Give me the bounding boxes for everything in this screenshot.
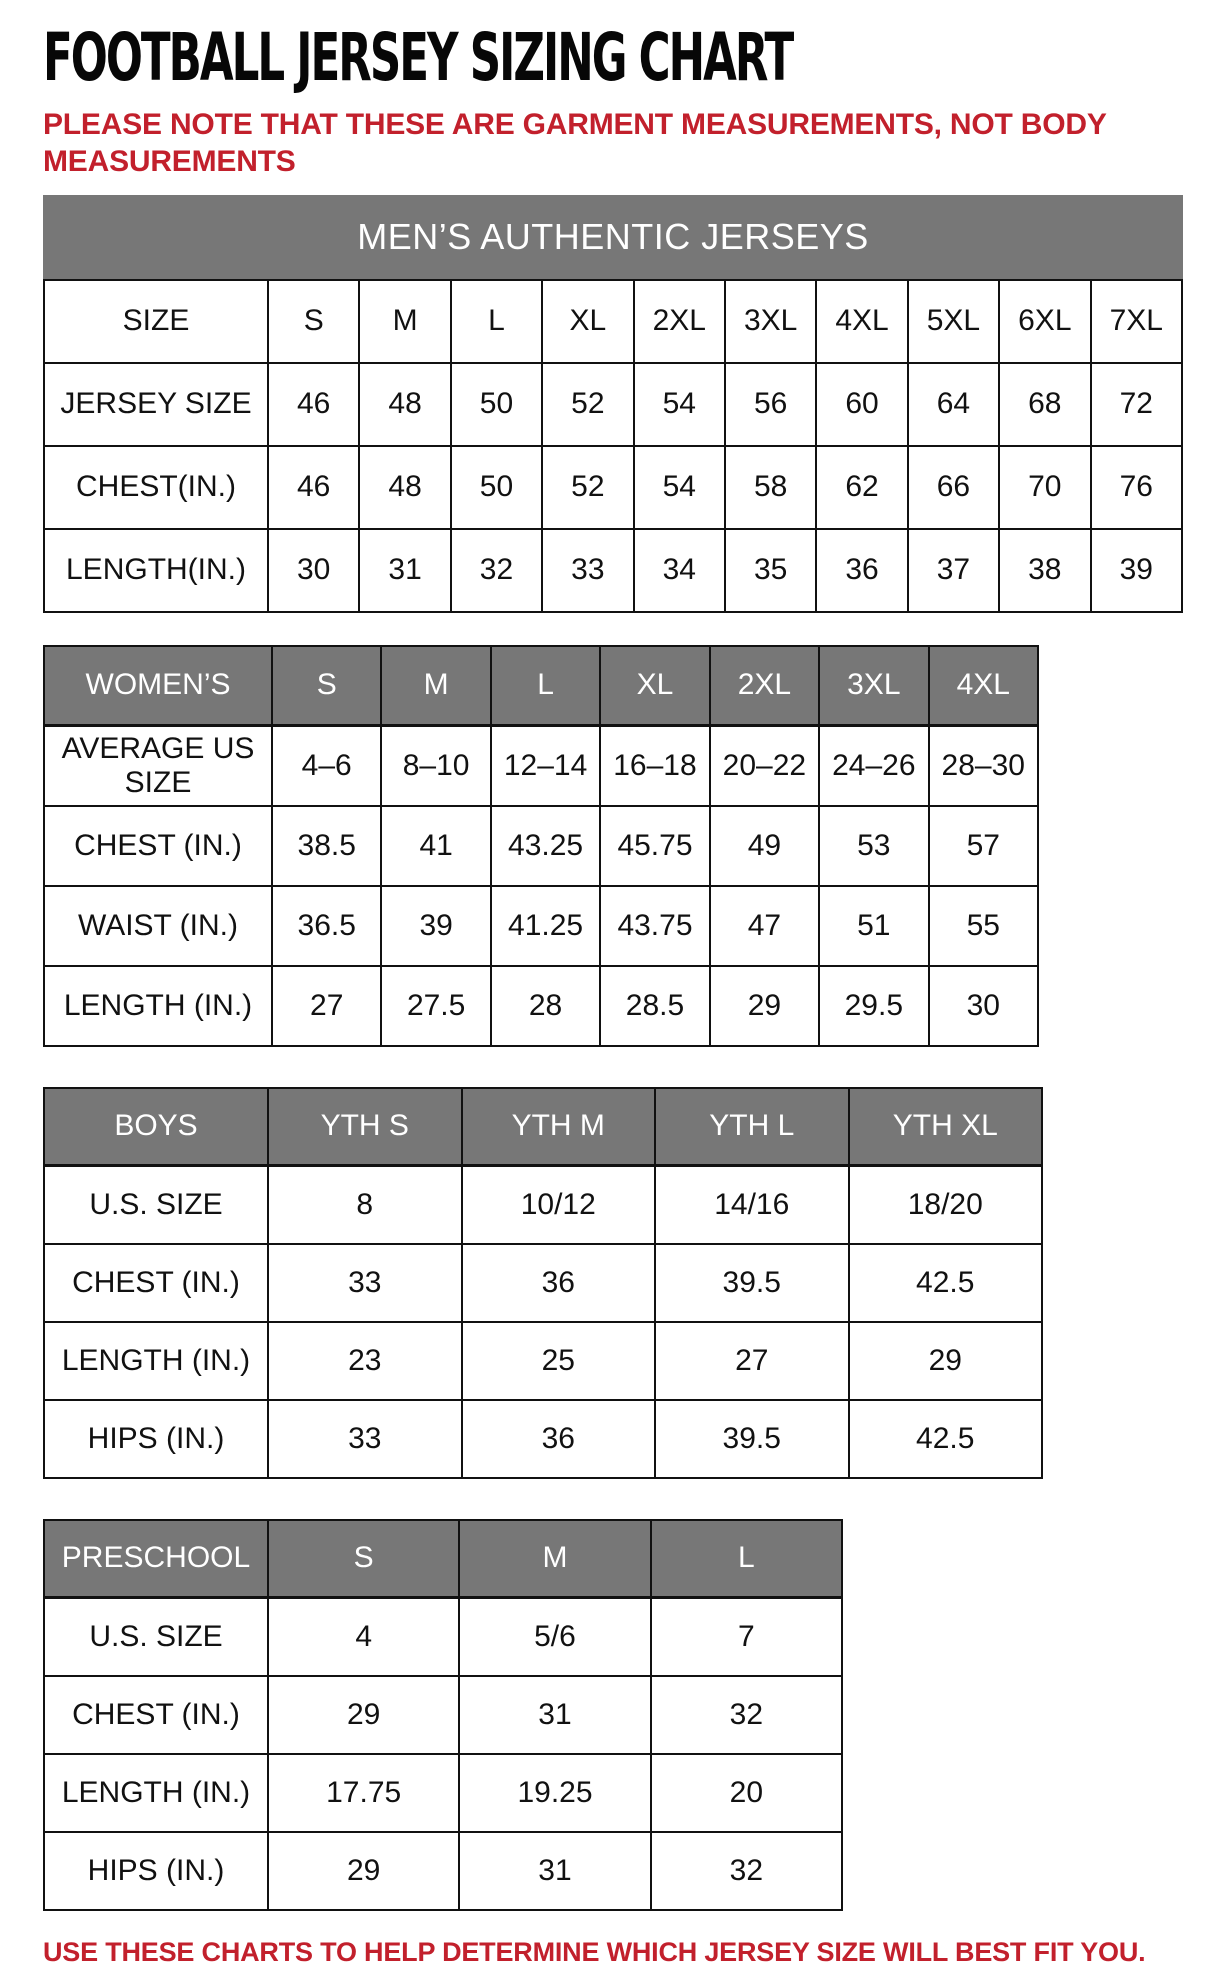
column-header: M — [359, 280, 450, 363]
row-label: LENGTH (IN.) — [44, 966, 272, 1046]
table-cell: 31 — [459, 1676, 650, 1754]
column-header: L — [651, 1520, 842, 1598]
row-label: WAIST (IN.) — [44, 886, 272, 966]
garment-measurement-note: PLEASE NOTE THAT THESE ARE GARMENT MEASUREMENTS, NOT BODY MEASUREMENTS — [43, 108, 1107, 178]
header-label: PRESCHOOL — [44, 1520, 268, 1598]
row-label: LENGTH (IN.) — [44, 1322, 268, 1400]
table-cell: 64 — [908, 363, 999, 446]
table-cell: 24–26 — [819, 726, 928, 806]
table-cell: 31 — [359, 529, 450, 612]
table-cell: 57 — [929, 806, 1038, 886]
table-cell: 43.25 — [491, 806, 600, 886]
table-cell: 72 — [1091, 363, 1182, 446]
table-cell: 29.5 — [819, 966, 928, 1046]
table-cell: 39.5 — [655, 1244, 849, 1322]
table-cell: 53 — [819, 806, 928, 886]
table-cell: 30 — [268, 529, 359, 612]
table-row — [44, 1322, 1042, 1400]
table-cell: 36 — [462, 1400, 656, 1478]
table-cell: 70 — [999, 446, 1090, 529]
column-header: 3XL — [819, 646, 928, 726]
table-cell: 50 — [451, 446, 542, 529]
column-header-row — [44, 1520, 842, 1598]
column-header: S — [268, 1520, 459, 1598]
column-header: 5XL — [908, 280, 999, 363]
column-header: 4XL — [929, 646, 1038, 726]
size-table-boys — [43, 1087, 1043, 1479]
table-cell: 42.5 — [849, 1244, 1043, 1322]
table-cell: 8–10 — [381, 726, 490, 806]
row-label: HIPS (IN.) — [44, 1400, 268, 1478]
table-cell: 36 — [462, 1244, 656, 1322]
table-cell: 35 — [725, 529, 816, 612]
table-cell: 34 — [634, 529, 725, 612]
table-row — [44, 1754, 842, 1832]
column-header: 2XL — [710, 646, 819, 726]
tables-container — [43, 195, 1220, 1911]
table-cell: 62 — [816, 446, 907, 529]
table-cell: 32 — [651, 1832, 842, 1910]
column-header: S — [268, 280, 359, 363]
row-label: CHEST(IN.) — [44, 446, 268, 529]
size-table-womens — [43, 645, 1039, 1047]
table-cell: 37 — [908, 529, 999, 612]
table-cell: 19.25 — [459, 1754, 650, 1832]
table-cell: 51 — [819, 886, 928, 966]
table-row — [44, 1832, 842, 1910]
column-header: M — [459, 1520, 650, 1598]
table-row — [44, 1166, 1042, 1244]
table-cell: 54 — [634, 363, 725, 446]
table-cell: 46 — [268, 446, 359, 529]
table-cell: 56 — [725, 363, 816, 446]
column-header-row — [44, 280, 1182, 363]
table-row — [44, 363, 1182, 446]
row-label: HIPS (IN.) — [44, 1832, 268, 1910]
column-header: XL — [542, 280, 633, 363]
table-cell: 60 — [816, 363, 907, 446]
row-label: CHEST (IN.) — [44, 1676, 268, 1754]
size-table-section-preschool — [43, 1519, 1220, 1911]
table-cell: 10/12 — [462, 1166, 656, 1244]
table-cell: 12–14 — [491, 726, 600, 806]
table-cell: 47 — [710, 886, 819, 966]
table-cell: 33 — [542, 529, 633, 612]
column-header: YTH M — [462, 1088, 656, 1166]
column-header: M — [381, 646, 490, 726]
row-label: U.S. SIZE — [44, 1598, 268, 1676]
table-cell: 41.25 — [491, 886, 600, 966]
header-label: SIZE — [44, 280, 268, 363]
table-cell: 39.5 — [655, 1400, 849, 1478]
table-cell: 42.5 — [849, 1400, 1043, 1478]
header-label: WOMEN’S — [44, 646, 272, 726]
table-cell: 28–30 — [929, 726, 1038, 806]
column-header: 2XL — [634, 280, 725, 363]
column-header: YTH S — [268, 1088, 462, 1166]
column-header: S — [272, 646, 381, 726]
row-label: LENGTH(IN.) — [44, 529, 268, 612]
table-cell: 36 — [816, 529, 907, 612]
row-label: LENGTH (IN.) — [44, 1754, 268, 1832]
row-label: U.S. SIZE — [44, 1166, 268, 1244]
table-cell: 41 — [381, 806, 490, 886]
size-table-section-womens — [43, 645, 1220, 1047]
table-cell: 17.75 — [268, 1754, 459, 1832]
table-row — [44, 446, 1182, 529]
column-header: 7XL — [1091, 280, 1182, 363]
table-cell: 25 — [462, 1322, 656, 1400]
size-table-section-mens — [43, 195, 1220, 613]
table-cell: 33 — [268, 1400, 462, 1478]
column-header: XL — [600, 646, 709, 726]
table-cell: 36.5 — [272, 886, 381, 966]
table-cell: 4 — [268, 1598, 459, 1676]
size-table-mens — [43, 279, 1183, 613]
table-row — [44, 1676, 842, 1754]
table-cell: 31 — [459, 1832, 650, 1910]
table-cell: 54 — [634, 446, 725, 529]
table-cell: 27.5 — [381, 966, 490, 1046]
table-cell: 8 — [268, 1166, 462, 1244]
table-cell: 39 — [1091, 529, 1182, 612]
table-row — [44, 806, 1038, 886]
table-banner-mens: MEN’S AUTHENTIC JERSEYS — [43, 195, 1183, 279]
table-cell: 48 — [359, 363, 450, 446]
table-cell: 38.5 — [272, 806, 381, 886]
table-cell: 29 — [268, 1832, 459, 1910]
table-cell: 23 — [268, 1322, 462, 1400]
column-header: L — [451, 280, 542, 363]
table-cell: 32 — [451, 529, 542, 612]
table-cell: 18/20 — [849, 1166, 1043, 1244]
table-cell: 30 — [929, 966, 1038, 1046]
table-cell: 16–18 — [600, 726, 709, 806]
column-header: 6XL — [999, 280, 1090, 363]
table-cell: 66 — [908, 446, 999, 529]
table-cell: 29 — [849, 1322, 1043, 1400]
table-cell: 29 — [268, 1676, 459, 1754]
table-cell: 48 — [359, 446, 450, 529]
table-cell: 33 — [268, 1244, 462, 1322]
size-table-section-boys — [43, 1087, 1220, 1479]
table-cell: 52 — [542, 363, 633, 446]
table-cell: 7 — [651, 1598, 842, 1676]
table-cell: 32 — [651, 1676, 842, 1754]
column-header: 4XL — [816, 280, 907, 363]
column-header: 3XL — [725, 280, 816, 363]
table-cell: 39 — [381, 886, 490, 966]
table-cell: 58 — [725, 446, 816, 529]
footer-note: USE THESE CHARTS TO HELP DETERMINE WHICH JERSEY SIZE WILL BEST FIT YOU. — [43, 1936, 1146, 1967]
table-cell: 45.75 — [600, 806, 709, 886]
column-header: YTH L — [655, 1088, 849, 1166]
column-header: L — [491, 646, 600, 726]
table-cell: 76 — [1091, 446, 1182, 529]
table-cell: 49 — [710, 806, 819, 886]
table-cell: 4–6 — [272, 726, 381, 806]
table-cell: 46 — [268, 363, 359, 446]
row-label: CHEST (IN.) — [44, 806, 272, 886]
table-row — [44, 886, 1038, 966]
table-cell: 27 — [655, 1322, 849, 1400]
table-row — [44, 1598, 842, 1676]
table-row — [44, 966, 1038, 1046]
column-header-row — [44, 646, 1038, 726]
table-cell: 5/6 — [459, 1598, 650, 1676]
table-cell: 20 — [651, 1754, 842, 1832]
table-cell: 14/16 — [655, 1166, 849, 1244]
table-cell: 28 — [491, 966, 600, 1046]
table-cell: 50 — [451, 363, 542, 446]
table-row — [44, 529, 1182, 612]
header-label: BOYS — [44, 1088, 268, 1166]
table-cell: 38 — [999, 529, 1090, 612]
table-cell: 20–22 — [710, 726, 819, 806]
table-cell: 52 — [542, 446, 633, 529]
table-cell: 27 — [272, 966, 381, 1046]
table-cell: 68 — [999, 363, 1090, 446]
size-table-preschool — [43, 1519, 843, 1911]
table-cell: 55 — [929, 886, 1038, 966]
page-title: FOOTBALL JERSEY SIZING CHART — [43, 19, 793, 96]
row-label: AVERAGE US SIZE — [44, 726, 272, 806]
column-header: YTH XL — [849, 1088, 1043, 1166]
table-row — [44, 1244, 1042, 1322]
row-label: CHEST (IN.) — [44, 1244, 268, 1322]
column-header-row — [44, 1088, 1042, 1166]
table-cell: 28.5 — [600, 966, 709, 1046]
table-cell: 29 — [710, 966, 819, 1046]
row-label: JERSEY SIZE — [44, 363, 268, 446]
table-row — [44, 1400, 1042, 1478]
table-cell: 43.75 — [600, 886, 709, 966]
table-row — [44, 726, 1038, 806]
